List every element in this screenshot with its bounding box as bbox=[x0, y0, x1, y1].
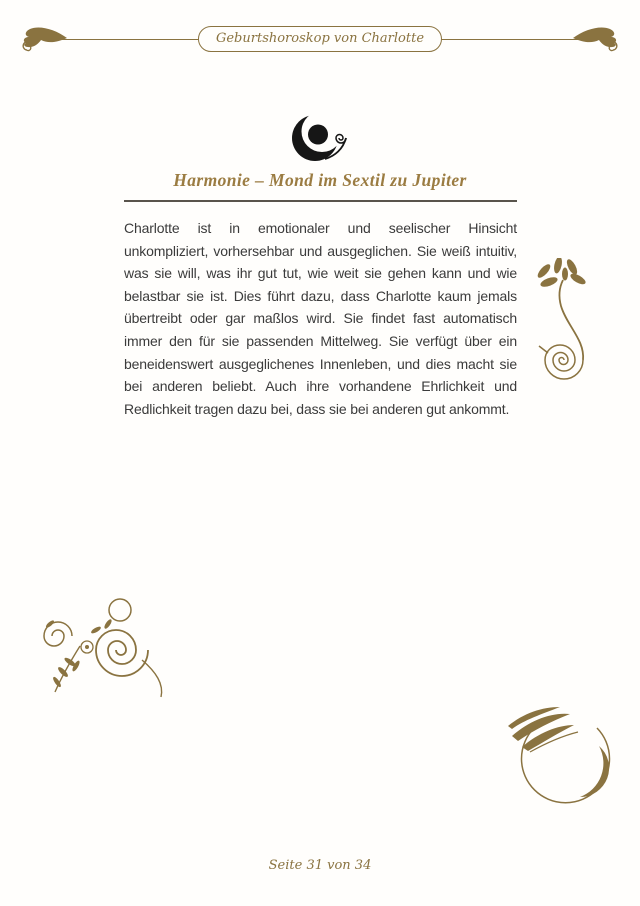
leaf-circle-ornament-icon bbox=[504, 702, 624, 808]
floral-swirl-ornament-icon bbox=[24, 590, 164, 698]
body-paragraph: Charlotte ist in emotionaler und seelischer Hinsicht unkompliziert, vorhersehbar und ausgeglichen. Sie weiß intuitiv, was sie will, was ihr gut tut, wie weit sie gehen kann und wie belastbar sie ist. Dies führt dazu, dass Charlotte kaum jemals übertreibt oder gar maßlos wird. Sie findet fast automatisch immer den für sie passenden Mittelweg. Sie verfügt über ein beneidenswert ausgeglichenes Innenleben, und dies macht sie bei anderen beliebt. Auch ihre vorhandene Ehrlichkeit und Redlichkeit tragen dazu bei, dass sie bei anderen gut ankommt. bbox=[124, 220, 517, 417]
document-title-badge bbox=[198, 26, 442, 52]
branch-spiral-ornament-icon bbox=[527, 258, 599, 392]
feather-flourish-icon bbox=[572, 23, 620, 53]
page-number: Seite 31 von 34 bbox=[268, 858, 372, 873]
moon-crescent-icon bbox=[289, 108, 351, 164]
feather-flourish-icon bbox=[20, 23, 68, 53]
chapter-heading: Harmonie – Mond im Sextil zu Jupiter bbox=[173, 170, 467, 190]
document-title: Geburtshoroskop von Charlotte bbox=[215, 31, 425, 46]
heading-divider-line bbox=[124, 200, 517, 202]
